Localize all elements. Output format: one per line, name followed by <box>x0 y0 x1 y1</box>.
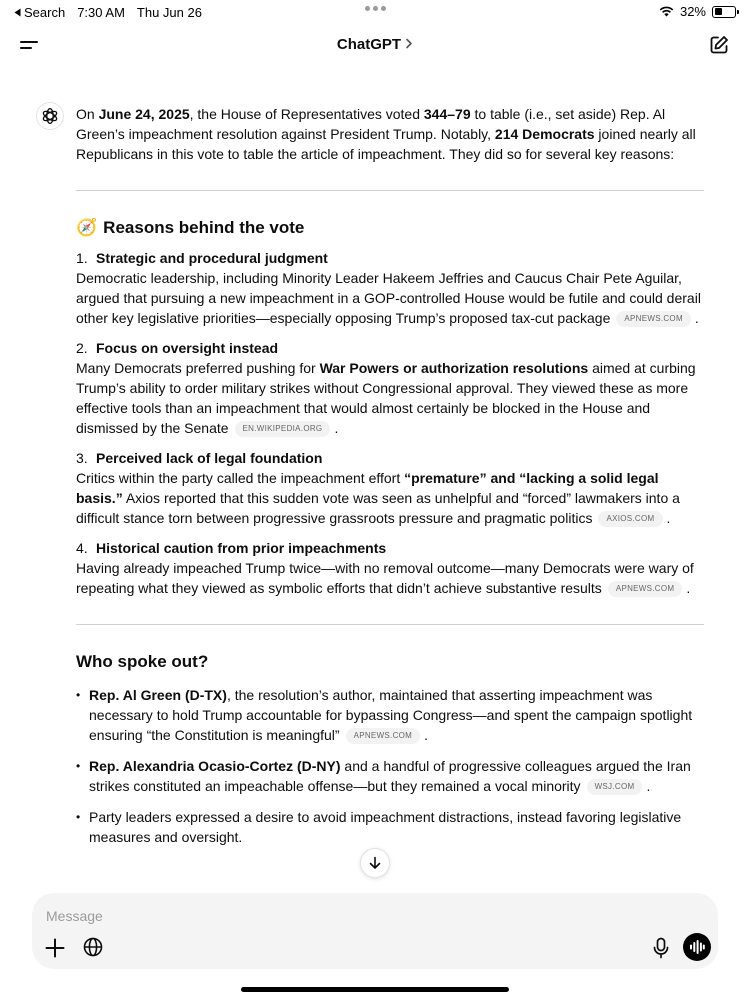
source-chip[interactable]: AXIOS.COM <box>598 511 662 527</box>
model-selector[interactable] <box>0 36 750 53</box>
home-indicator[interactable] <box>241 987 509 992</box>
source-chip[interactable]: EN.WIKIPEDIA.ORG <box>235 421 331 437</box>
battery-icon <box>712 6 736 18</box>
assistant-avatar <box>36 102 64 130</box>
plus-icon[interactable] <box>43 936 67 960</box>
arrow-down-icon <box>369 856 381 870</box>
wifi-icon <box>659 6 674 17</box>
battery-percent: 32% <box>679 4 706 19</box>
page-title: ChatGPT <box>336 36 402 53</box>
source-chip[interactable]: APNEWS.COM <box>608 581 683 597</box>
scroll-to-bottom-button[interactable] <box>360 848 390 878</box>
divider <box>76 190 704 191</box>
bullet-item: • Rep. Al Green (D-TX), the resolution’s author, maintained that asserting impeachment was necessary to hold Trump accountable for bypassing Congress—and spent the campaign spotlight ensuring “the Constitution is meaningful” APNEWS.COM . <box>76 685 704 745</box>
voice-mode-icon <box>689 940 705 954</box>
source-chip[interactable]: APNEWS.COM <box>616 311 691 327</box>
openai-logo-icon <box>40 106 60 126</box>
section-heading-who-spoke-out: Who spoke out? <box>76 652 209 671</box>
source-chip[interactable]: APNEWS.COM <box>346 728 421 744</box>
source-chip[interactable]: WSJ.COM <box>587 779 643 795</box>
back-label: Search <box>24 5 66 20</box>
multitasking-dots[interactable] <box>365 6 386 11</box>
chevron-right-icon <box>405 36 413 53</box>
status-time: 7:30 AM <box>77 5 125 20</box>
message-composer <box>32 893 718 969</box>
assistant-message <box>76 104 704 858</box>
list-item: 1. Strategic and procedural judgment Democratic leadership, including Minority Leader Hakeem Jeffries and Caucus Chair Pete Aguilar, argued that pursuing a new impeachment in a GOP-controlled House would be futile and could derail other key legislative priorities—especially opposing Trump’s proposed tax-cut package APNEWS.COM . <box>76 250 701 326</box>
list-item: 3. Perceived lack of legal foundation Critics within the party called the impeachment effort “premature” and “lacking a solid legal basis.” Axios reported that this sudden vote was seen as unhelpful and “forced” lawmakers into a difficult stance torn between progressive grassroots pressure and pragmatic politics AXIOS.COM . <box>76 450 680 526</box>
section-heading-reasons: 🧭 Reasons behind the vote <box>76 218 305 237</box>
divider <box>76 624 704 625</box>
message-input[interactable] <box>46 905 646 927</box>
back-triangle-icon <box>14 8 21 17</box>
voice-mode-button[interactable] <box>683 933 711 961</box>
status-date: Thu Jun 26 <box>136 5 202 20</box>
battery-level-fill <box>715 8 722 15</box>
compass-icon: 🧭 <box>76 218 98 237</box>
status-bar <box>0 0 750 24</box>
globe-icon[interactable] <box>82 936 104 958</box>
bullet-item: • Rep. Alexandria Ocasio-Cortez (D-NY) and a handful of progressive colleagues argued the Iran strikes constituted an impeachable offense—but they remained a vocal minority WSJ.COM . <box>76 756 704 796</box>
bullet-item: • Party leaders expressed a desire to avoid impeachment distractions, instead favoring legislative measures and oversight. <box>76 807 704 847</box>
list-item: 4. Historical caution from prior impeachments Having already impeached Trump twice—with no removal outcome—many Democrats were wary of repeating what they viewed as symbolic efforts that didn’t achieve substantive results APNEWS.COM . <box>76 540 694 596</box>
top-header <box>0 28 750 62</box>
new-chat-edit-icon[interactable] <box>708 34 730 56</box>
back-to-search-link[interactable] <box>14 5 65 20</box>
microphone-icon[interactable] <box>652 937 670 959</box>
intro-paragraph: On June 24, 2025, the House of Representatives voted 344–79 to table (i.e., set aside) Rep. Al Green’s impeachment resolution against President Trump. Notably, 214 Democrats joined nearly all Republicans in this vote to table the article of impeachment. They did so for several key reasons: <box>76 106 696 162</box>
list-item: 2. Focus on oversight instead Many Democrats preferred pushing for War Powers or authorization resolutions aimed at curbing Trump’s ability to order military strikes without Congressional approval. They viewed these as more effective tools than an impeachment that would almost certainly be blocked in the House and dismissed by the Senate EN.WIKIPEDIA.ORG . <box>76 340 696 436</box>
